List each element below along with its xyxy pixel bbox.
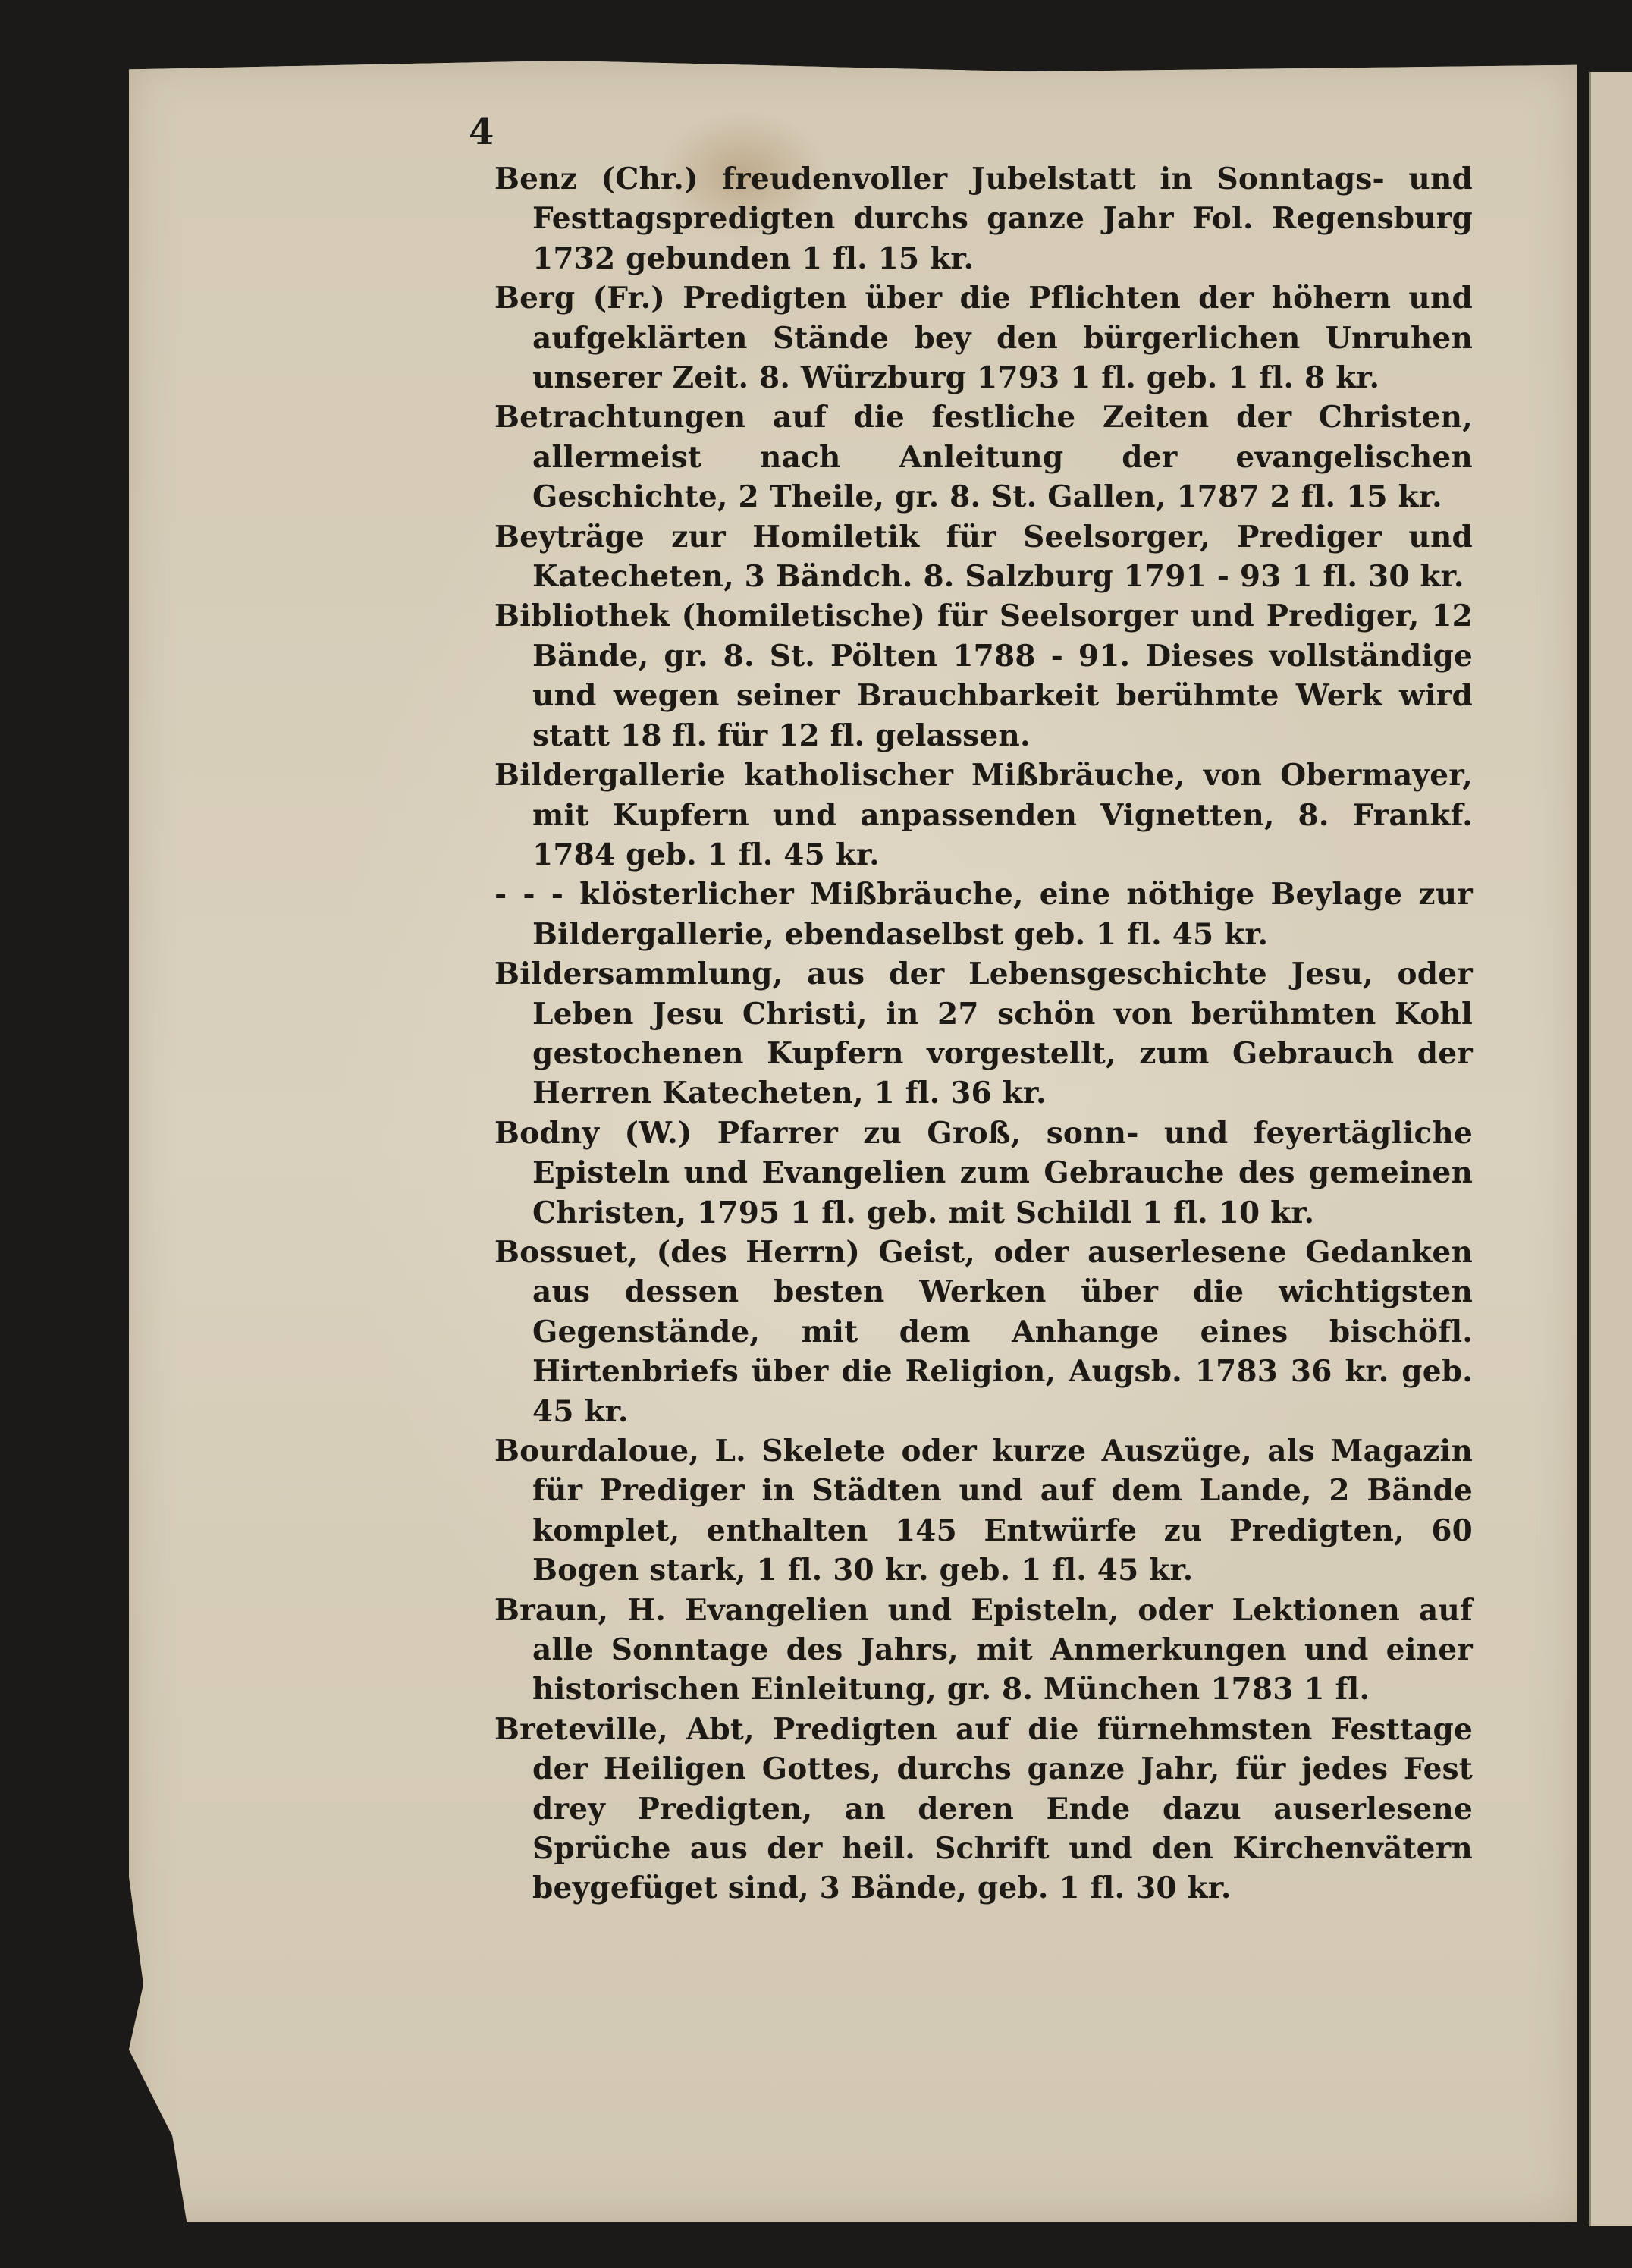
catalog-entry-betrachtungen: Betrachtungen auf die festliche Zeiten der Christen, allermeist nach Anleitung der evangelischen Geschichte, 2 Theile, gr. 8. St. Gallen, 1787 2 fl. 15 kr. bbox=[494, 400, 1473, 515]
catalog-entry-berg: Berg (Fr.) Predigten über die Pflichten der höhern und aufgeklärten Stände bey den bürgerlichen Unruhen unserer Zeit. 8. Würzburg 1793 1 fl. geb. 1 fl. 8 kr. bbox=[494, 281, 1473, 396]
catalog-entry-bibliothek: Bibliothek (homiletische) für Seelsorger und Prediger, 12 Bände, gr. 8. St. Pölten 1788 - 91. Dieses vollständige und wegen seiner Brauchbarkeit berühmte Werk wird statt 18 fl. für 12 fl. gelassen. bbox=[494, 598, 1473, 753]
catalog-entry-benz: Benz (Chr.) freudenvoller Jubelstatt in Sonntags- und Festtagspredigten durchs ganze Jahr Fol. Regensburg 1732 gebunden 1 fl. 15 kr. bbox=[494, 162, 1473, 276]
catalog-entry-bourdaloue: Bourdaloue, L. Skelete oder kurze Auszüge, als Magazin für Prediger in Städten und auf dem Lande, 2 Bände komplet, enthalten 145 Entwürfe zu Predigten, 60 Bogen stark, 1 fl. 30 kr. geb. 1 fl. 45 kr. bbox=[494, 1434, 1473, 1588]
catalog-entry-beytraege: Beyträge zur Homiletik für Seelsorger, Prediger und Katecheten, 3 Bändch. 8. Salzburg 1791 - 93 1 fl. 30 kr. bbox=[494, 519, 1473, 595]
catalog-entry-bildersammlung: Bildersammlung, aus der Lebensgeschichte Jesu, oder Leben Jesu Christi, in 27 schön von berühmten Kohl gestochenen Kupfern vorgestellt, zum Gebrauch der Herren Katecheten, 1 fl. 36 kr. bbox=[494, 957, 1473, 1111]
catalog-entry-braun: Braun, H. Evangelien und Episteln, oder Lektionen auf alle Sonntage des Jahrs, mit Anmerkungen und einer historischen Einleitung, gr. 8. München 1783 1 fl. bbox=[494, 1592, 1473, 1707]
catalog-column bbox=[494, 159, 1473, 1908]
catalog-entry-bildergallerie: Bildergallerie katholischer Mißbräuche, von Obermayer, mit Kupfern und anpassenden Vignetten, 8. Frankf. 1784 geb. 1 fl. 45 kr. bbox=[494, 758, 1473, 872]
catalog-entry-breteville: Breteville, Abt, Predigten auf die fürnehmsten Festtage der Heiligen Gottes, durchs ganze Jahr, für jedes Fest drey Predigten, an deren Ende dazu auserlesene Sprüche aus der heil. Schrift und den Kirchenvätern beygefüget sind, 3 Bände, geb. 1 fl. 30 kr. bbox=[494, 1711, 1473, 1906]
catalog-entry-kloesterlicher: - - - klösterlicher Mißbräuche, eine nöthige Beylage zur Bildergallerie, ebendaselbst geb. 1 fl. 45 kr. bbox=[494, 877, 1473, 952]
catalog-entry-bodny: Bodny (W.) Pfarrer zu Groß, sonn- und feyertägliche Episteln und Evangelien zum Gebrauche des gemeinen Christen, 1795 1 fl. geb. mit Schildl 1 fl. 10 kr. bbox=[494, 1115, 1473, 1230]
facing-page-edge bbox=[1589, 72, 1632, 2226]
catalog-entry-bossuet: Bossuet, (des Herrn) Geist, oder auserlesene Gedanken aus dessen besten Werken über die wichtigsten Gegenstände, mit dem Anhange eines bischöfl. Hirtenbriefs über die Religion, Augsb. 1783 36 kr. geb. 45 kr. bbox=[494, 1234, 1473, 1429]
page-number: 4 bbox=[469, 111, 494, 153]
